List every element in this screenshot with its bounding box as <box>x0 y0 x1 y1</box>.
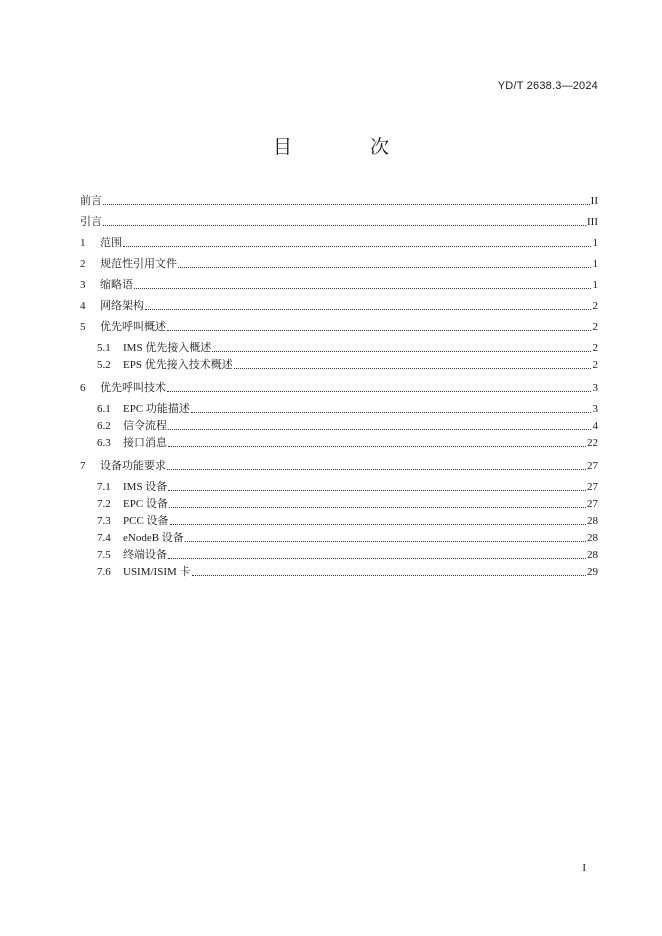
dot-leader <box>167 391 591 392</box>
toc-entry-label: 范围 <box>100 237 122 249</box>
toc-entry-number: 4 <box>80 300 86 312</box>
toc-entry-2[interactable] <box>80 250 598 271</box>
toc-entry-page: 27 <box>587 498 598 510</box>
toc-entry-label: 优先呼叫概述 <box>100 321 166 333</box>
toc-entry-number: 7.4 <box>97 532 111 544</box>
table-of-contents <box>80 187 598 579</box>
toc-entry-number: 5 <box>80 321 86 333</box>
toc-entry-introduction[interactable] <box>80 208 598 229</box>
toc-entry-page: 28 <box>587 549 598 561</box>
dot-leader <box>167 330 591 331</box>
toc-entry-7[interactable] <box>80 452 598 473</box>
toc-entry-number: 3 <box>80 279 86 291</box>
page-number: I <box>582 862 586 874</box>
dot-leader <box>170 524 586 525</box>
toc-entry-5[interactable] <box>80 313 598 334</box>
toc-entry-4[interactable] <box>80 292 598 313</box>
dot-leader <box>234 368 591 369</box>
toc-entry-7-3[interactable] <box>80 511 598 528</box>
toc-entry-label: 信令流程 <box>123 420 167 432</box>
toc-entry-page: 1 <box>592 237 598 249</box>
toc-entry-label: EPC 功能描述 <box>123 403 190 415</box>
toc-entry-page: 22 <box>587 437 598 449</box>
toc-entry-page: 2 <box>592 342 598 354</box>
toc-entry-number: 7.5 <box>97 549 111 561</box>
toc-entry-label: 设备功能要求 <box>100 460 166 472</box>
toc-entry-page: 3 <box>592 382 598 394</box>
toc-entry-page: 1 <box>592 279 598 291</box>
toc-entry-number: 7 <box>80 460 86 472</box>
toc-entry-7-1[interactable] <box>80 477 598 494</box>
toc-entry-number: 1 <box>80 237 86 249</box>
toc-entry-page: 29 <box>587 566 598 578</box>
dot-leader <box>168 446 586 447</box>
toc-entry-page: 27 <box>587 460 598 472</box>
dot-leader <box>169 507 586 508</box>
toc-entry-5-2[interactable] <box>80 355 598 372</box>
dot-leader <box>168 490 586 491</box>
toc-entry-label: eNodeB 设备 <box>123 532 184 544</box>
toc-entry-6-3[interactable] <box>80 433 598 450</box>
toc-entry-6-2[interactable] <box>80 416 598 433</box>
dot-leader <box>192 575 586 576</box>
toc-entry-label: 缩略语 <box>100 279 133 291</box>
toc-entry-label: EPC 设备 <box>123 498 168 510</box>
toc-entry-foreword[interactable] <box>80 187 598 208</box>
dot-leader <box>212 351 591 352</box>
toc-entry-label: PCC 设备 <box>123 515 169 527</box>
toc-entry-page: 2 <box>592 300 598 312</box>
toc-entry-number: 6 <box>80 382 86 394</box>
toc-entry-number: 6.3 <box>97 437 111 449</box>
toc-entry-label: IMS 设备 <box>123 481 168 493</box>
toc-entry-label: 规范性引用文件 <box>100 258 177 270</box>
toc-entry-number: 7.6 <box>97 566 111 578</box>
toc-entry-number: 6.2 <box>97 420 111 432</box>
toc-entry-page: 27 <box>587 481 598 493</box>
toc-entry-6[interactable] <box>80 374 598 395</box>
toc-entry-page: 2 <box>592 321 598 333</box>
dot-leader <box>178 267 591 268</box>
toc-entry-label: 接口消息 <box>123 437 167 449</box>
dot-leader <box>145 309 591 310</box>
toc-entry-number: 5.2 <box>97 359 111 371</box>
toc-entry-page: III <box>587 216 598 228</box>
toc-entry-page: 3 <box>592 403 598 415</box>
toc-entry-page: 28 <box>587 515 598 527</box>
toc-entry-page: 28 <box>587 532 598 544</box>
toc-entry-7-5[interactable] <box>80 545 598 562</box>
toc-entry-page: 1 <box>592 258 598 270</box>
toc-entry-page: 2 <box>592 359 598 371</box>
toc-entry-number: 7.2 <box>97 498 111 510</box>
toc-entry-6-1[interactable] <box>80 399 598 416</box>
standard-code: YD/T 2638.3—2024 <box>497 80 598 92</box>
toc-entry-label: 终端设备 <box>123 549 167 561</box>
dot-leader <box>185 541 586 542</box>
toc-entry-number: 2 <box>80 258 86 270</box>
dot-leader <box>123 246 591 247</box>
dot-leader <box>168 429 591 430</box>
toc-entry-label: 网络架构 <box>100 300 144 312</box>
toc-entry-page: 4 <box>592 420 598 432</box>
dot-leader <box>103 204 590 205</box>
dot-leader <box>103 225 586 226</box>
toc-entry-label: USIM/ISIM 卡 <box>123 566 191 578</box>
toc-entry-label: 前言 <box>80 195 102 207</box>
toc-entry-3[interactable] <box>80 271 598 292</box>
toc-entry-label: IMS 优先接入概述 <box>123 342 212 354</box>
toc-entry-number: 5.1 <box>97 342 111 354</box>
dot-leader <box>134 288 591 289</box>
toc-entry-5-1[interactable] <box>80 338 598 355</box>
toc-entry-7-4[interactable] <box>80 528 598 545</box>
toc-entry-number: 7.1 <box>97 481 111 493</box>
toc-entry-7-2[interactable] <box>80 494 598 511</box>
toc-entry-label: EPS 优先接入技术概述 <box>123 359 233 371</box>
toc-entry-7-6[interactable] <box>80 562 598 579</box>
toc-entry-number: 7.3 <box>97 515 111 527</box>
page-title: 目 次 <box>272 136 426 158</box>
toc-entry-page: II <box>590 195 598 207</box>
toc-entry-1[interactable] <box>80 229 598 250</box>
toc-entry-label: 优先呼叫技术 <box>100 382 166 394</box>
dot-leader <box>167 469 586 470</box>
toc-entry-label: 引言 <box>80 216 102 228</box>
dot-leader <box>191 412 591 413</box>
dot-leader <box>168 558 586 559</box>
toc-entry-number: 6.1 <box>97 403 111 415</box>
